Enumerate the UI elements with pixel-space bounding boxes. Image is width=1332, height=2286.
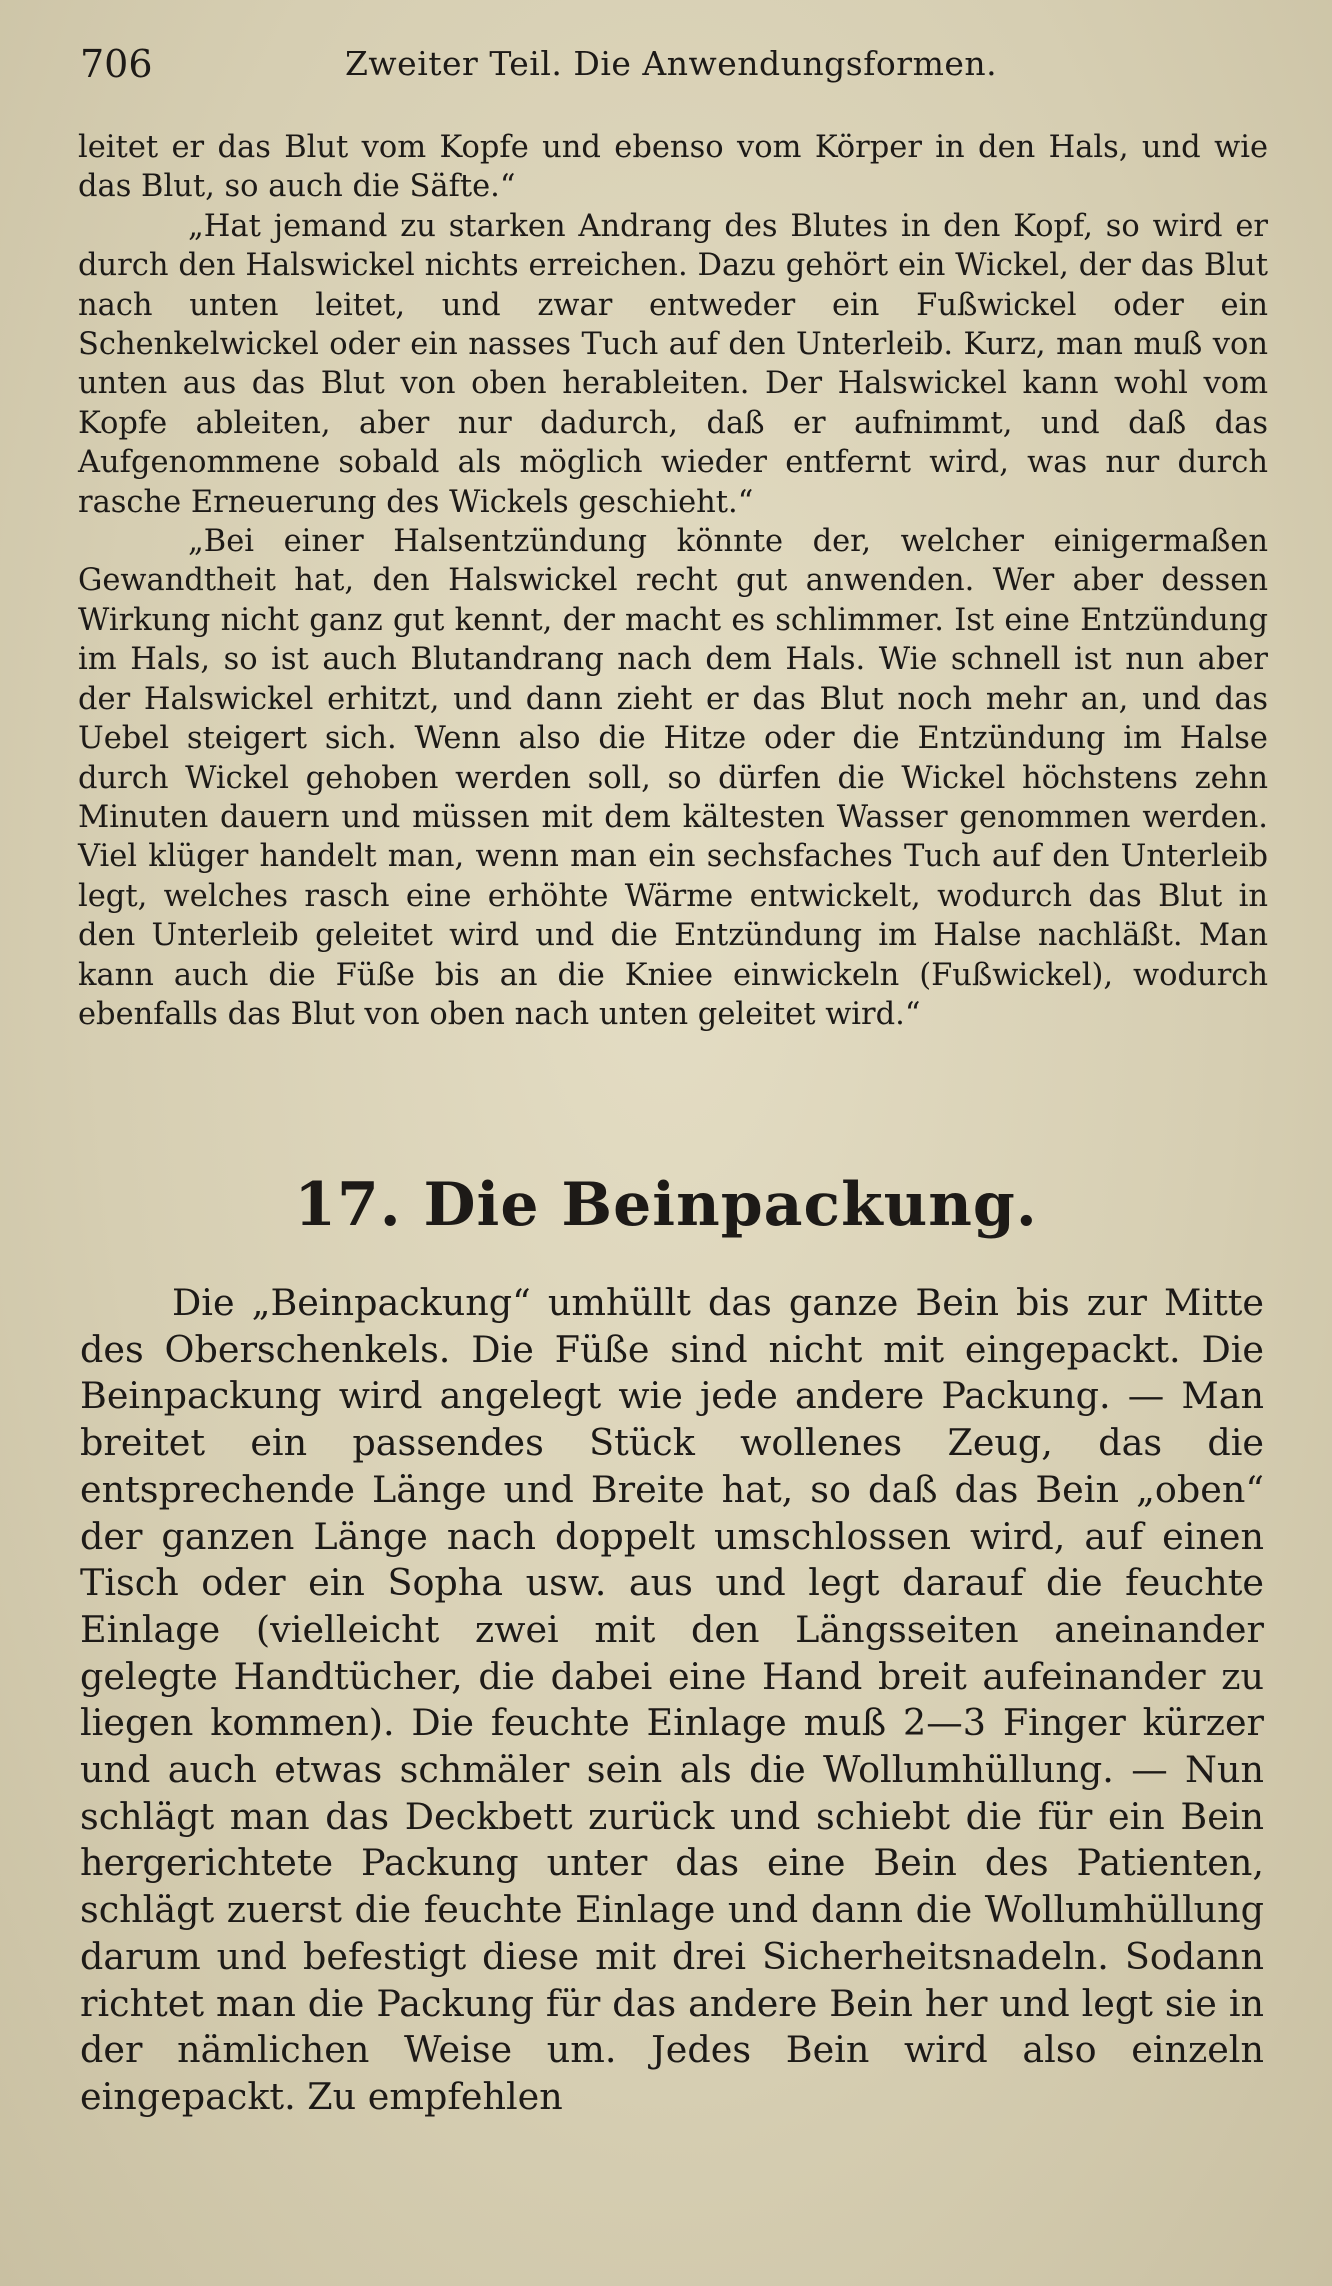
- page-number: 706: [80, 42, 153, 86]
- paragraph-continuation: leitet er das Blut vom Kopfe und ebenso vom Körper in den Hals, und wie das Blut, so auch die Säfte.“: [78, 130, 1268, 205]
- upper-text-block: [78, 128, 1268, 1034]
- running-head: Zweiter Teil. Die Anwendungsformen.: [345, 44, 998, 83]
- paragraph-quote-2: „Bei einer Halsentzündung könnte der, welcher einigermaßen Gewandtheit hat, den Halswickel recht gut anwenden. Wer aber dessen Wirkung nicht ganz gut kennt, der macht es schlimmer. Ist eine Entzündung im Hals, so ist auch Blutandrang nach dem Hals. Wie schnell ist nun aber der Halswickel erhitzt, und dann zieht er das Blut noch mehr an, und das Uebel steigert sich. Wenn also die Hitze oder die Entzündung im Halse durch Wickel gehoben werden soll, so dürfen die Wickel höchstens zehn Minuten dauern und müssen mit dem kältesten Wasser genommen werden. Viel klüger handelt man, wenn man ein sechsfaches Tuch auf den Unterleib legt, welches rasch eine erhöhte Wärme entwickelt, wodurch das Blut in den Unterleib geleitet wird und die Entzündung im Halse nachläßt. Man kann auch die Füße bis an die Kniee einwickeln (Fußwickel), wodurch ebenfalls das Blut von oben nach unten geleitet wird.“: [78, 524, 1268, 1032]
- section-heading: 17. Die Beinpackung.: [294, 1170, 1038, 1240]
- page-header: [80, 34, 1270, 94]
- paragraph-quote-1: „Hat jemand zu starken Andrang des Blutes in den Kopf, so wird er durch den Halswickel nichts erreichen. Dazu gehört ein Wickel, der das Blut nach unten leitet, und zwar entweder ein Fußwickel oder ein Schenkelwickel oder ein nasses Tuch auf den Unterleib. Kurz, man muß von unten aus das Blut von oben herableiten. Der Halswickel kann wohl vom Kopfe ableiten, aber nur dadurch, daß er aufnimmt, und daß das Aufgenommene sobald als möglich wieder entfernt wird, was nur durch rasche Erneuerung des Wickels geschieht.“: [78, 208, 1268, 520]
- paragraph-beinpackung: Die „Beinpackung“ umhüllt das ganze Bein bis zur Mitte des Oberschenkels. Die Füße sind nicht mit eingepackt. Die Beinpackung wird angelegt wie jede andere Packung. — Man breitet ein passendes Stück wollenes Zeug, das die entsprechende Länge und Breite hat, so daß das Bein „oben“ der ganzen Länge nach doppelt umschlossen wird, auf einen Tisch oder ein Sopha usw. aus und legt darauf die feuchte Einlage (vielleicht zwei mit den Längsseiten aneinander gelegte Handtücher, die dabei eine Hand breit aufeinander zu liegen kommen). Die feuchte Einlage muß 2—3 Finger kürzer und auch etwas schmäler sein als die Wollumhüllung. — Nun schlägt man das Deckbett zurück und schiebt die für ein Bein hergerichtete Packung unter das eine Bein des Patienten, schlägt zuerst die feuchte Einlage und dann die Wollumhüllung darum und befestigt diese mit drei Sicherheitsnadeln. Sodann richtet man die Packung für das andere Bein her und legt sie in der nämlichen Weise um. Jedes Bein wird also einzeln eingepackt. Zu empfehlen: [80, 1281, 1264, 2118]
- lower-text-block: [80, 1280, 1264, 2121]
